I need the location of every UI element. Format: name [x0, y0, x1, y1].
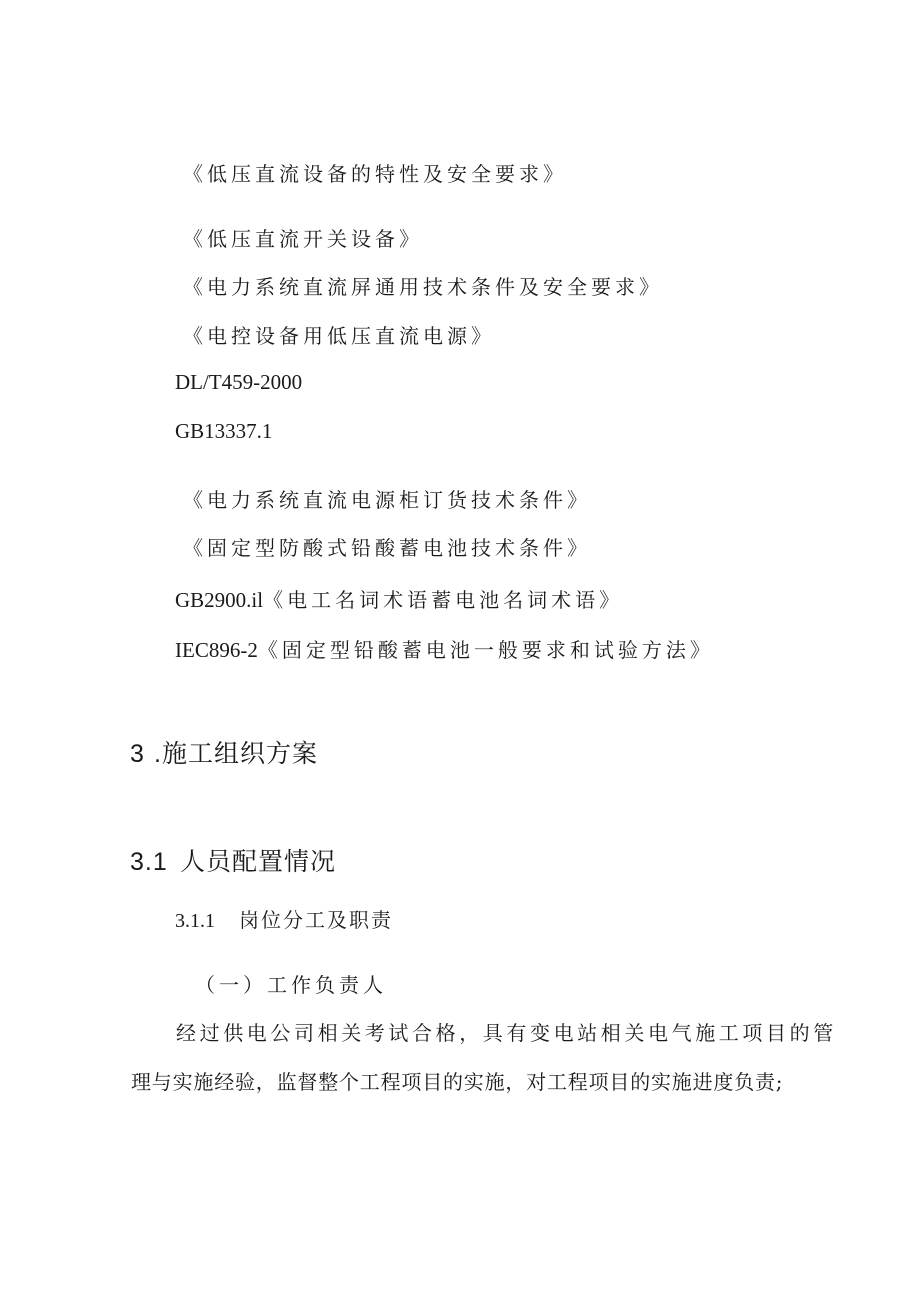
subsection-heading — [130, 842, 336, 878]
section-heading — [130, 734, 318, 770]
reference-line: 《电力系统直流屏通用技术条件及安全要求》 — [183, 275, 663, 299]
subsubsection-title: 岗位分工及职责 — [239, 908, 393, 932]
reference-line: 《固定型防酸式铅酸蓄电池技术条件》 — [183, 536, 591, 560]
standard-title: 《电工名词术语蓄电池名词术语》 — [263, 588, 624, 612]
subsubsection-number: 3.1.1 — [175, 910, 215, 932]
section-number: 3 — [130, 740, 145, 768]
paragraph-line: 经过供电公司相关考试合格，具有变电站相关电气施工项目的管 — [176, 1021, 837, 1045]
standard-code: IEC896-2 — [175, 638, 258, 662]
standard-title: 《固定型铅酸蓄电池一般要求和试验方法》 — [257, 638, 714, 662]
reference-line: 《低压直流开关设备》 — [183, 227, 423, 251]
reference-line: GB13337.1 — [175, 419, 273, 443]
reference-line: 《电力系统直流电源柜订货技术条件》 — [183, 488, 591, 512]
section-title: .施工组织方案 — [154, 740, 318, 768]
reference-line: 《低压直流设备的特性及安全要求》 — [183, 162, 567, 186]
subsection-title: 人员配置情况 — [180, 848, 337, 876]
item-label: （一）工作负责人 — [195, 973, 387, 997]
subsubsection-heading — [175, 904, 393, 933]
subsection-number: 3.1 — [130, 848, 168, 876]
reference-line: 《电控设备用低压直流电源》 — [183, 324, 495, 348]
standard-code: GB2900.il — [175, 588, 264, 612]
paragraph-line: 理与实施经验，监督整个工程项目的实施，对工程项目的实施进度负责; — [131, 1070, 784, 1094]
reference-line — [175, 584, 623, 613]
reference-line: DL/T459-2000 — [175, 370, 303, 394]
reference-line — [175, 634, 714, 663]
